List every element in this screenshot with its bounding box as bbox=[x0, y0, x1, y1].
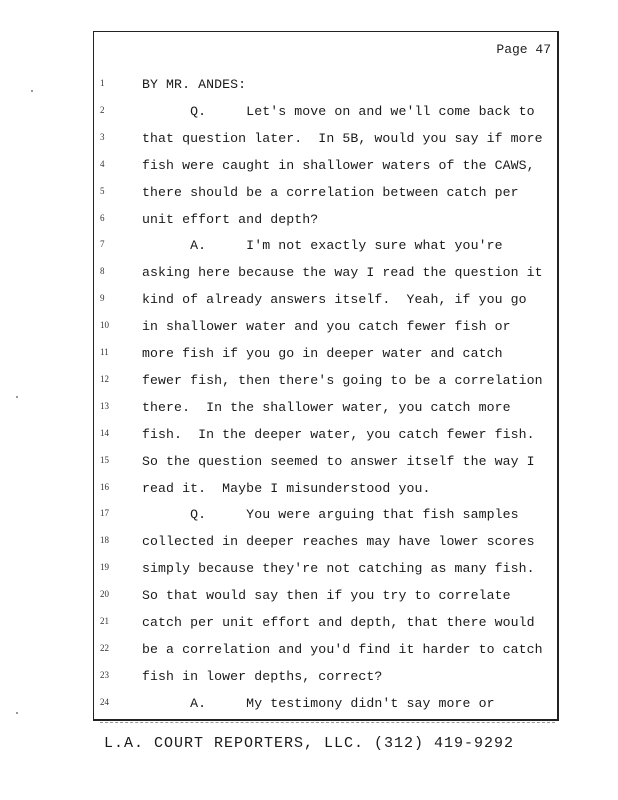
line-number: 23 bbox=[100, 669, 109, 680]
line-number: 6 bbox=[100, 212, 105, 223]
line-number: 10 bbox=[100, 320, 109, 331]
transcript-line bbox=[94, 74, 560, 96]
court-reporter-footer: L.A. COURT REPORTERS, LLC. (312) 419-9292 bbox=[103, 735, 515, 752]
transcript-line bbox=[94, 478, 560, 500]
transcript-line bbox=[94, 289, 560, 311]
line-text: A. I'm not exactly sure what you're bbox=[142, 238, 503, 254]
transcript-line bbox=[94, 343, 560, 365]
line-number: 18 bbox=[100, 535, 109, 546]
transcript-line bbox=[94, 504, 560, 526]
transcript-line bbox=[94, 531, 560, 553]
line-number: 24 bbox=[100, 696, 109, 707]
line-number: 5 bbox=[100, 185, 105, 196]
scan-artifact-line bbox=[100, 722, 555, 723]
line-text: read it. Maybe I misunderstood you. bbox=[142, 480, 431, 496]
transcript-line bbox=[94, 316, 560, 338]
transcript-line bbox=[94, 693, 560, 715]
scan-speck bbox=[16, 712, 18, 714]
transcript-line bbox=[94, 262, 560, 284]
line-number: 11 bbox=[100, 347, 109, 357]
line-number: 20 bbox=[100, 589, 109, 600]
line-number: 13 bbox=[100, 400, 109, 411]
transcript-line bbox=[94, 397, 560, 419]
line-text: fewer fish, then there's going to be a correlation bbox=[142, 372, 543, 388]
page-number: Page 47 bbox=[496, 42, 551, 57]
line-text: Q. You were arguing that fish samples bbox=[142, 507, 519, 523]
line-number: 9 bbox=[100, 293, 105, 304]
line-text: more fish if you go in deeper water and catch bbox=[142, 346, 503, 361]
transcript-line bbox=[94, 424, 560, 446]
line-text: kind of already answers itself. Yeah, if you go bbox=[142, 292, 527, 308]
transcript-line bbox=[94, 612, 560, 634]
scan-speck bbox=[31, 90, 33, 92]
line-number: 14 bbox=[100, 427, 109, 438]
line-text: unit effort and depth? bbox=[142, 211, 319, 227]
transcript-line bbox=[94, 585, 560, 607]
line-number: 1 bbox=[100, 78, 105, 88]
line-text: simply because they're not catching as many fish. bbox=[142, 561, 535, 577]
line-number: 17 bbox=[100, 508, 109, 519]
line-number: 12 bbox=[100, 373, 109, 384]
line-text: fish. In the deeper water, you catch fewer fish. bbox=[142, 426, 535, 442]
line-number: 22 bbox=[100, 642, 109, 653]
line-number: 2 bbox=[100, 104, 105, 115]
transcript-line bbox=[94, 209, 560, 231]
line-text: fish in lower depths, correct? bbox=[142, 668, 383, 684]
line-text: there. In the shallower water, you catch more bbox=[142, 399, 511, 415]
transcript-line bbox=[94, 639, 560, 661]
transcript-line bbox=[94, 128, 560, 150]
scan-speck bbox=[16, 396, 18, 398]
line-text: So the question seemed to answer itself the way I bbox=[142, 453, 535, 469]
line-text: there should be a correlation between catch per bbox=[142, 184, 519, 200]
line-number: 19 bbox=[100, 562, 109, 573]
line-text: Q. Let's move on and we'll come back to bbox=[142, 103, 535, 119]
line-number: 21 bbox=[100, 616, 109, 626]
line-number: 4 bbox=[100, 158, 105, 169]
transcript-frame bbox=[93, 31, 559, 721]
line-text: in shallower water and you catch fewer fish or bbox=[142, 319, 511, 335]
line-text: BY MR. ANDES: bbox=[142, 77, 247, 92]
transcript-line bbox=[94, 182, 560, 204]
transcript-line bbox=[94, 370, 560, 392]
line-number: 16 bbox=[100, 481, 109, 492]
transcript-line bbox=[94, 451, 560, 473]
line-text: collected in deeper reaches may have lower scores bbox=[142, 534, 535, 550]
line-text: catch per unit effort and depth, that there would bbox=[142, 615, 535, 630]
line-text: So that would say then if you try to correlate bbox=[142, 588, 511, 604]
line-number: 3 bbox=[100, 131, 105, 142]
line-number: 15 bbox=[100, 454, 109, 465]
line-text: asking here because the way I read the question it bbox=[142, 265, 543, 281]
line-text: fish were caught in shallower waters of the CAWS, bbox=[142, 157, 535, 173]
transcript-line bbox=[94, 155, 560, 177]
line-text: A. My testimony didn't say more or bbox=[142, 695, 495, 711]
transcript-line bbox=[94, 235, 560, 257]
line-text: be a correlation and you'd find it harder to catch bbox=[142, 641, 543, 657]
transcript-line bbox=[94, 558, 560, 580]
transcript-line bbox=[94, 101, 560, 123]
line-number: 8 bbox=[100, 266, 105, 277]
line-text: that question later. In 5B, would you say if more bbox=[142, 130, 543, 146]
transcript-line bbox=[94, 666, 560, 688]
line-number: 7 bbox=[100, 239, 105, 250]
